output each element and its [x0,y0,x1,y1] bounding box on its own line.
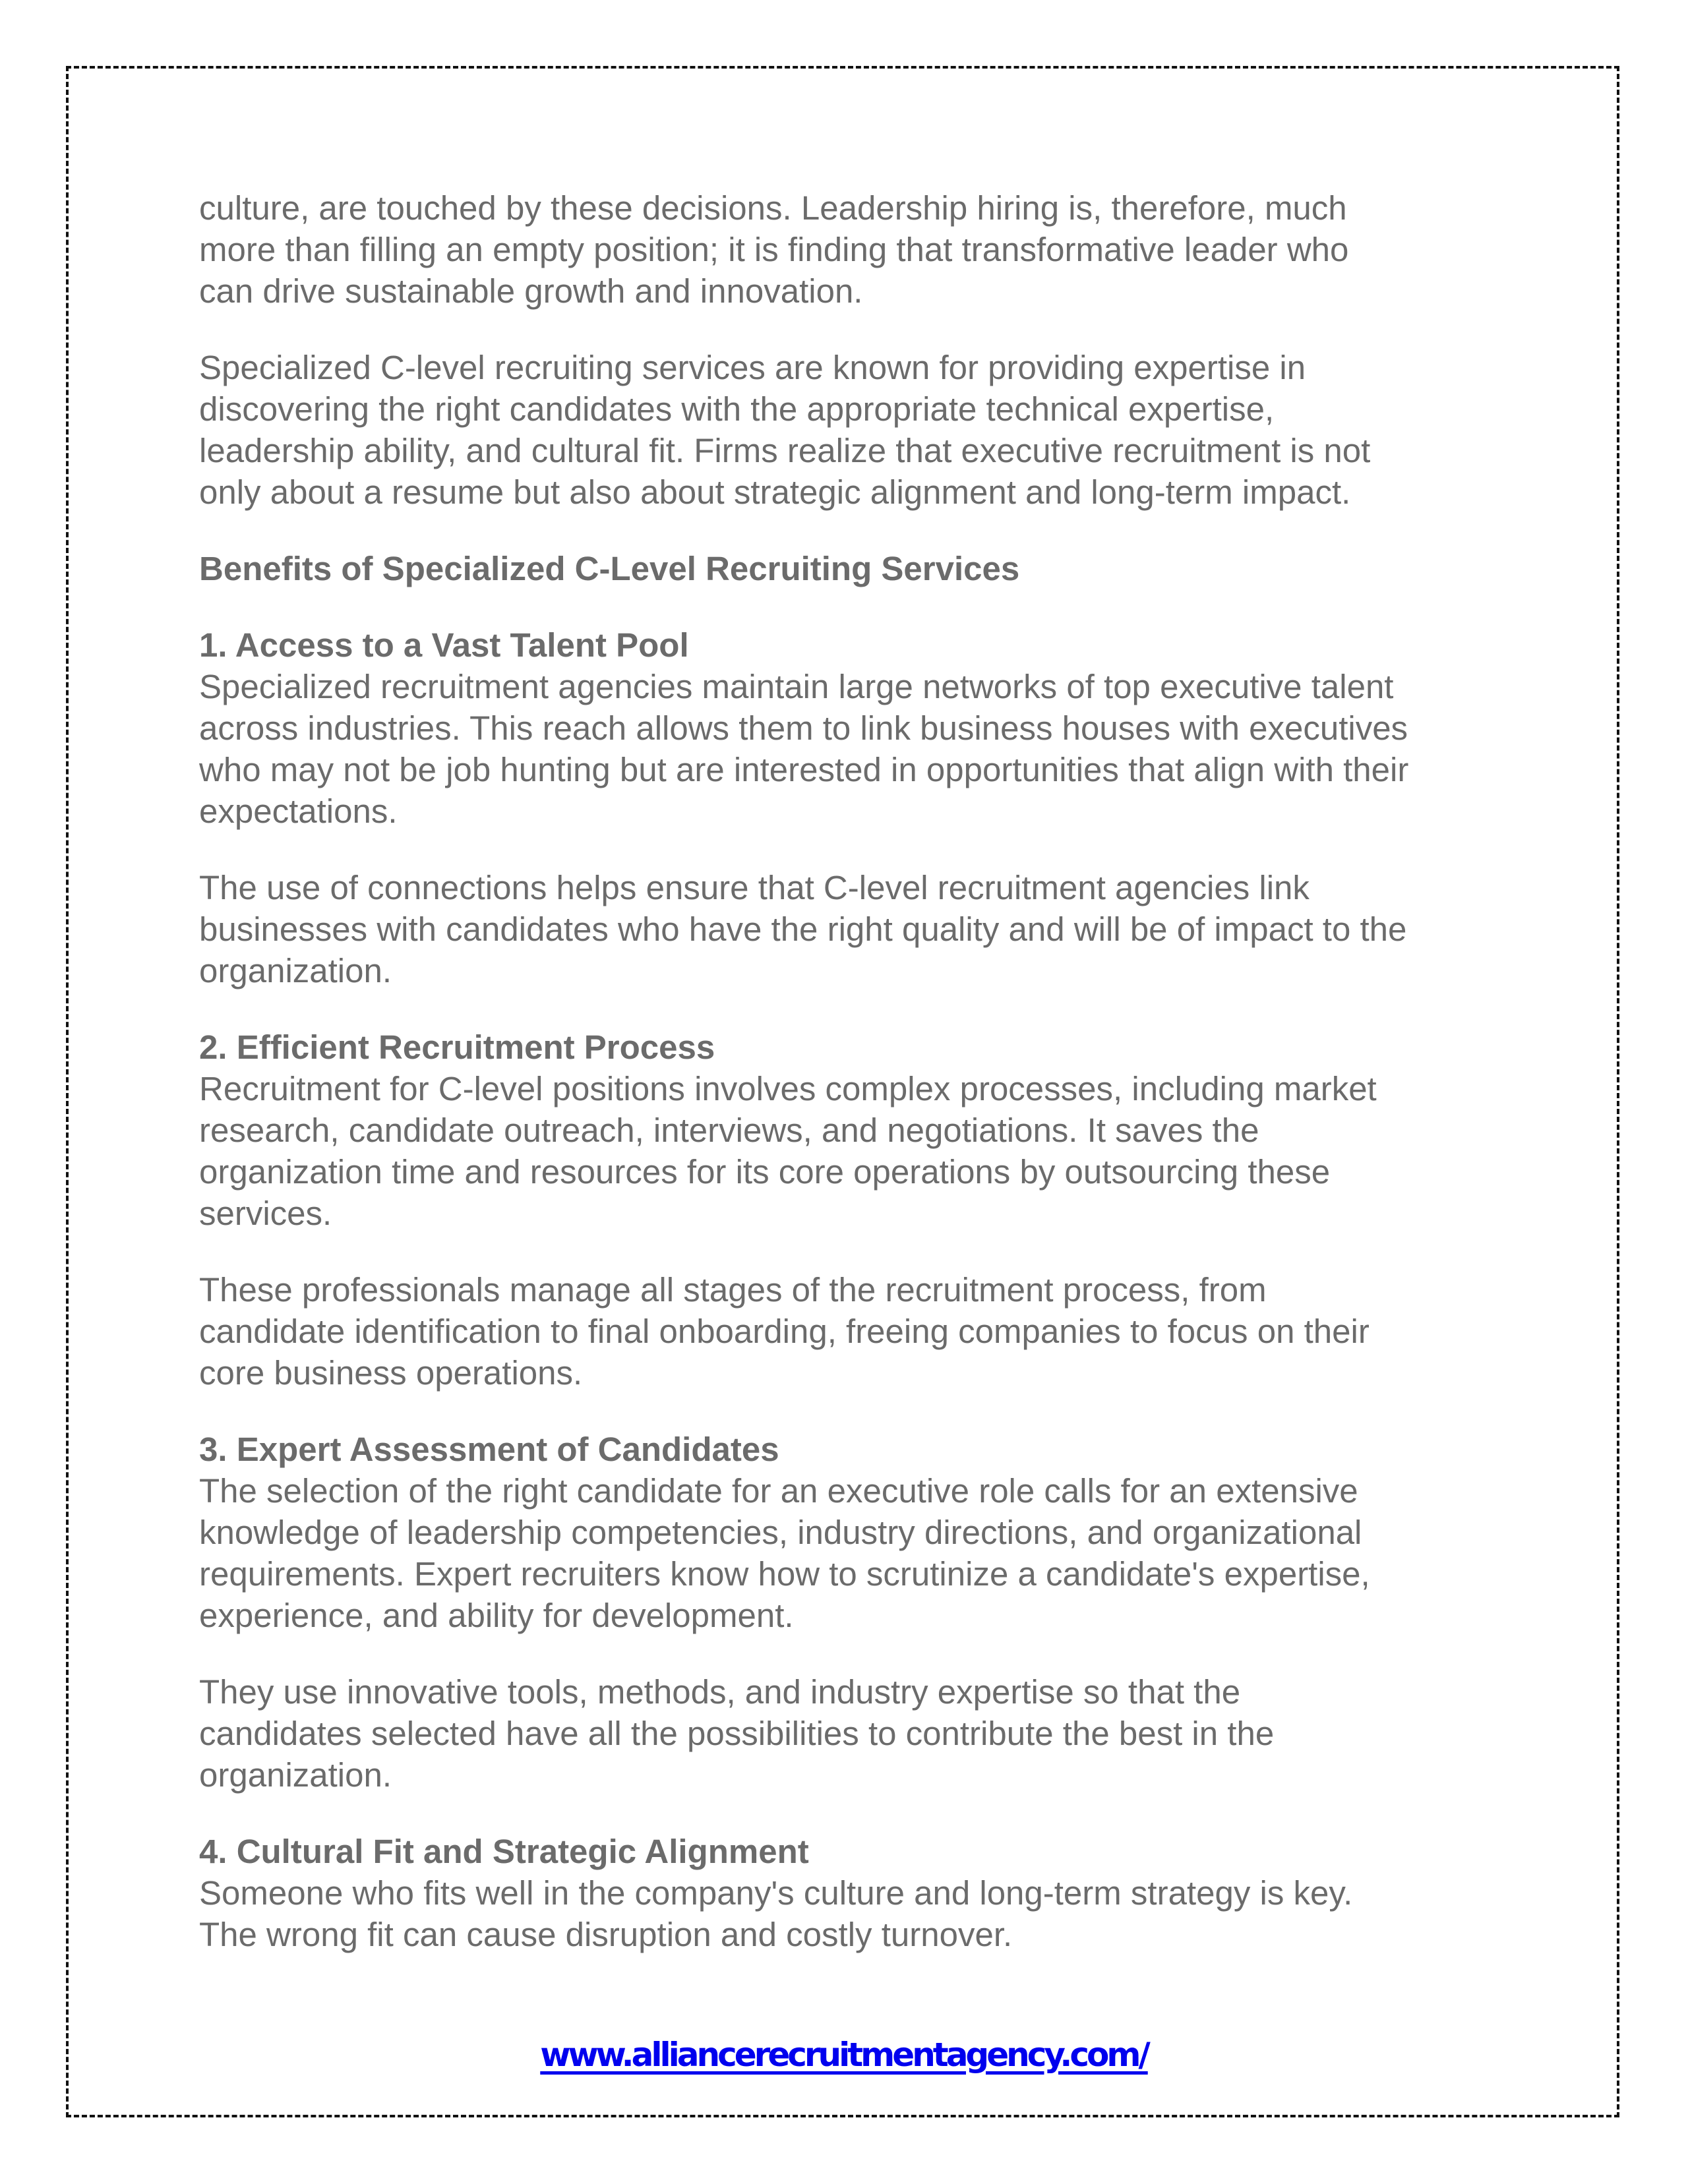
section-3 [199,1429,1518,1636]
paragraph: culture, are touched by these decisions. Leadership hiring is, therefore, much more than filling an empty position; it is finding that transformative leader who can drive sustainable growth and innovation. [199,189,1349,310]
section-1 [199,624,1518,832]
website-link[interactable]: www.alliancerecruitmentagency.com/ [540,2036,1148,2074]
section-heading: Benefits of Specialized C-Level Recruiting Services [199,550,1020,587]
paragraph: These professionals manage all stages of the recruitment process, from candidate identification to final onboarding, freeing companies to focus on their core business operations. [199,1271,1370,1392]
subheading: 4. Cultural Fit and Strategic Alignment [199,1833,809,1870]
footer [0,2036,1688,2074]
paragraph: They use innovative tools, methods, and industry expertise so that the candidates selected have all the possibilities to contribute the best in the organization. [199,1673,1275,1794]
subheading: 3. Expert Assessment of Candidates [199,1431,779,1468]
paragraph: Recruitment for C-level positions involves complex processes, including market research, candidate outreach, interviews, and negotiations. It saves the organization time and resources for its core operations by outsourcing these services. [199,1070,1377,1232]
paragraph: The selection of the right candidate for an executive role calls for an extensive knowledge of leadership competencies, industry directions, and organizational requirements. Expert recruiters know how to scrutinize a candidate's expertise, experience, and ability for development. [199,1472,1370,1634]
paragraph: Specialized recruitment agencies maintain large networks of top executive talent across industries. This reach allows them to link business houses with executives who may not be job hunting but are interested in opportunities that align with their expectations. [199,668,1409,830]
document-body [199,187,1518,1990]
section-2 [199,1026,1518,1234]
subheading: 1. Access to a Vast Talent Pool [199,626,689,664]
section-4 [199,1831,1518,1955]
subheading: 2. Efficient Recruitment Process [199,1028,715,1066]
paragraph: The use of connections helps ensure that C-level recruitment agencies link businesses with candidates who have the right quality and will be of impact to the organization. [199,869,1407,989]
paragraph: Specialized C-level recruiting services are known for providing expertise in discovering the right candidates with the appropriate technical expertise, leadership ability, and cultural fit. Firms realize that executive recruitment is not only about a resume but also about strategic alignment and long-term impact. [199,349,1371,511]
paragraph: Someone who fits well in the company's culture and long-term strategy is key. The wrong fit can cause disruption and costly turnover. [199,1874,1353,1953]
